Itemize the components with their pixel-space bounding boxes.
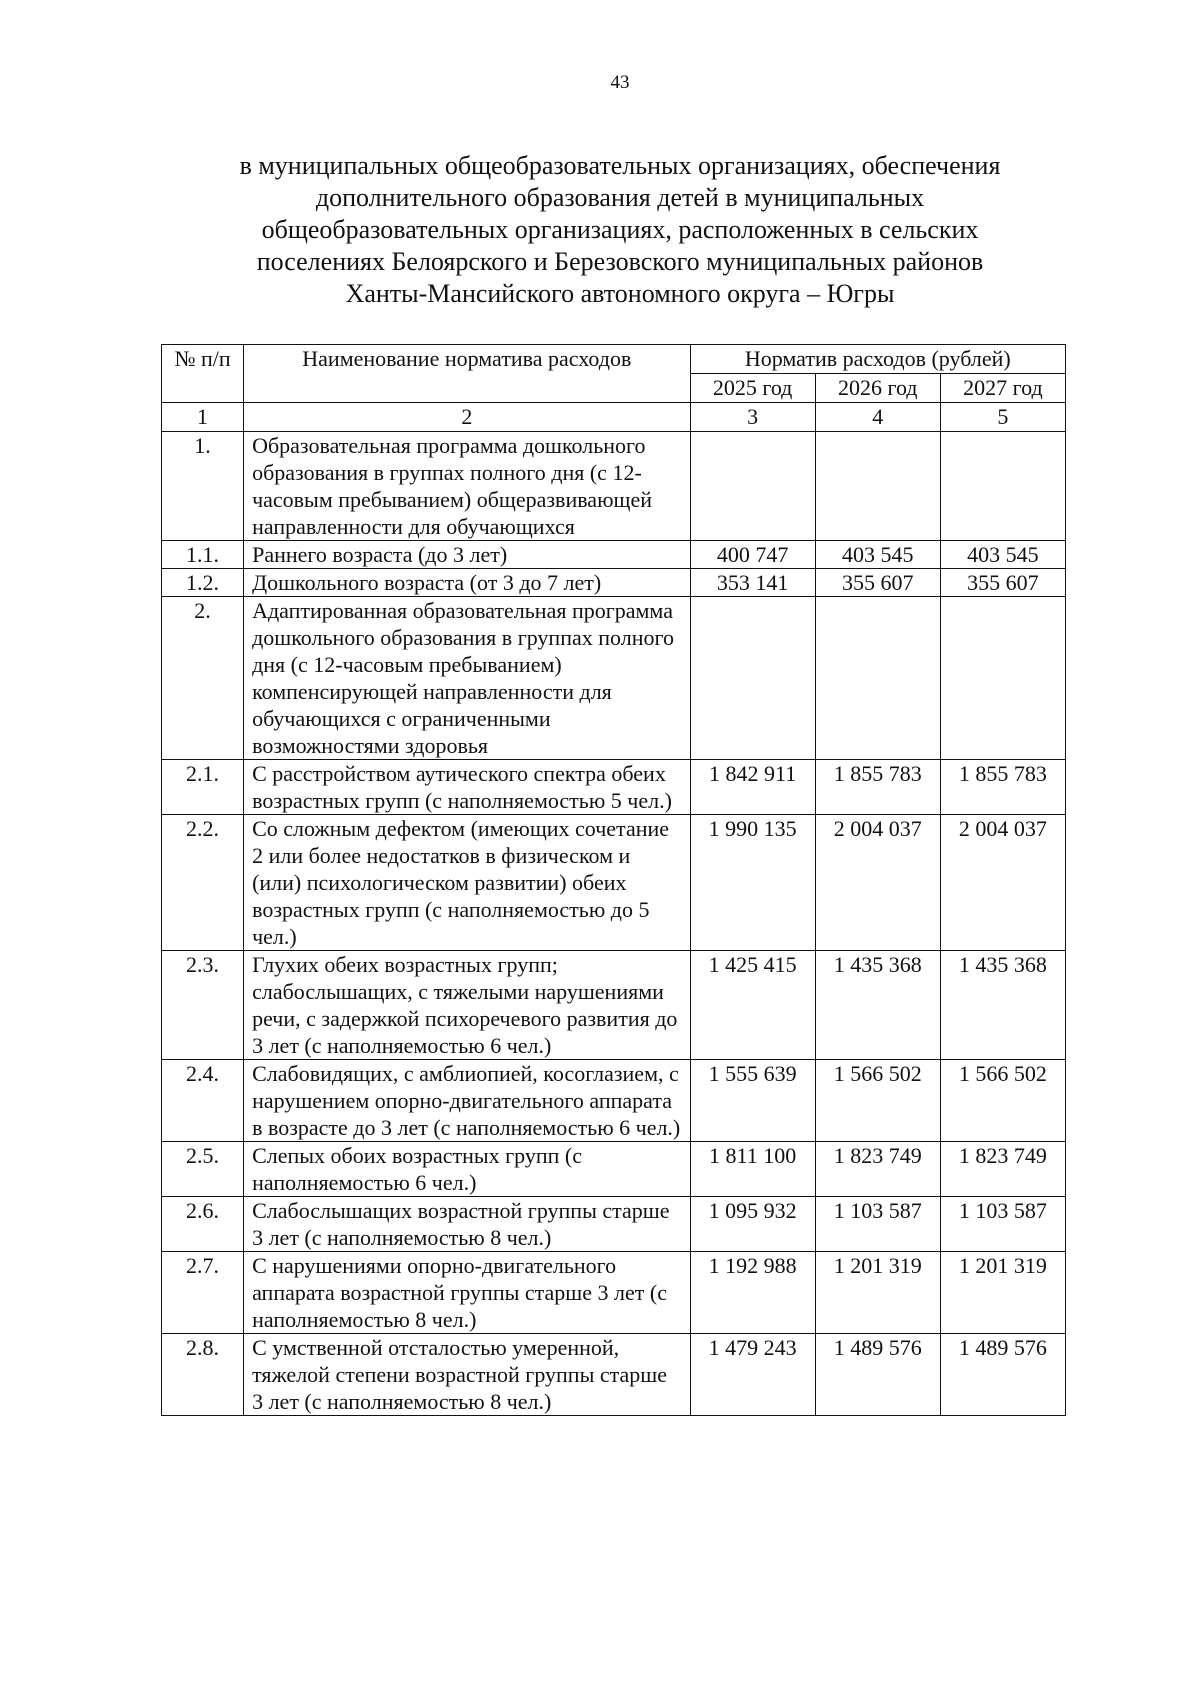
header-year: 2025 год — [690, 374, 815, 403]
row-value-2026 — [815, 1060, 940, 1142]
row-number: 1.2. — [162, 569, 244, 597]
row-number: 2.4. — [162, 1060, 244, 1142]
row-value-2026 — [815, 760, 940, 815]
column-index: 4 — [815, 403, 940, 432]
value-text: 1 823 749 — [958, 1143, 1047, 1168]
row-name: Раннего возраста (до 3 лет) — [244, 541, 690, 569]
column-index: 1 — [162, 403, 244, 432]
row-name: Слабослышащих возрастной группы старше 3 лет (с наполняемостью 8 чел.) — [244, 1197, 690, 1252]
table-row — [162, 1142, 1066, 1197]
value-text: 1 566 502 — [958, 1061, 1047, 1086]
row-value-2025 — [690, 541, 815, 569]
page-number: 43 — [610, 72, 630, 93]
row-number: 2.7. — [162, 1252, 244, 1334]
value-text: 1 479 243 — [708, 1335, 797, 1360]
column-index: 5 — [940, 403, 1065, 432]
value-text: 1 095 932 — [708, 1198, 797, 1223]
value-text: 1 103 587 — [833, 1198, 922, 1223]
document-heading — [160, 150, 1080, 310]
row-value-2027 — [940, 1142, 1065, 1197]
row-name: С умственной отсталостью умеренной, тяжелой степени возрастной группы старше 3 лет (с наполняемостью 8 чел.) — [244, 1334, 690, 1416]
value-text: 1 425 415 — [708, 952, 797, 977]
value-text: 1 990 135 — [708, 816, 797, 841]
row-value-2026 — [815, 569, 940, 597]
row-number: 2.8. — [162, 1334, 244, 1416]
column-index-row — [162, 403, 1066, 432]
row-number: 2.1. — [162, 760, 244, 815]
column-index: 2 — [244, 403, 690, 432]
row-value-2026 — [815, 815, 940, 951]
header-name: Наименование норматива расходов — [244, 345, 690, 403]
row-value-2026 — [815, 1142, 940, 1197]
row-value-2027 — [940, 569, 1065, 597]
row-name: Слабовидящих, с амблиопией, косоглазием, с нарушением опорно-двигательного аппарата в возрасте до 3 лет (с наполняемостью 6 чел.) — [244, 1060, 690, 1142]
table-row — [162, 1252, 1066, 1334]
row-value-2027 — [940, 1334, 1065, 1416]
value-text: 1 489 576 — [958, 1335, 1047, 1360]
row-number: 1.1. — [162, 541, 244, 569]
row-value-2027 — [940, 541, 1065, 569]
row-value-2027 — [940, 1060, 1065, 1142]
row-name: Образовательная программа дошкольного образования в группах полного дня (с 12-часовым пребыванием) общеразвивающей направленности для обучающихся — [244, 432, 690, 541]
row-name: С расстройством аутического спектра обеих возрастных групп (с наполняемостью 5 чел.) — [244, 760, 690, 815]
header-year: 2026 год — [815, 374, 940, 403]
row-value-2027 — [940, 432, 1065, 541]
row-value-2027 — [940, 597, 1065, 760]
value-text: 355 607 — [842, 570, 914, 595]
value-text: 2 004 037 — [833, 816, 922, 841]
heading-line: общеобразовательных организациях, расположенных в сельских — [261, 215, 979, 244]
row-name: Дошкольного возраста (от 3 до 7 лет) — [244, 569, 690, 597]
value-text: 403 545 — [842, 542, 914, 567]
row-value-2026 — [815, 432, 940, 541]
row-number: 2.5. — [162, 1142, 244, 1197]
row-value-2025 — [690, 760, 815, 815]
row-value-2026 — [815, 541, 940, 569]
table-row — [162, 432, 1066, 541]
value-text: 1 435 368 — [833, 952, 922, 977]
value-text: 1 855 783 — [958, 761, 1047, 786]
row-number: 1. — [162, 432, 244, 541]
value-text: 1 566 502 — [833, 1061, 922, 1086]
table-row — [162, 1060, 1066, 1142]
heading-line: поселениях Белоярского и Березовского муниципальных районов — [256, 247, 984, 276]
row-name: Со сложным дефектом (имеющих сочетание 2 или более недостатков в физическом и (или) психологическом развитии) обеих возрастных групп (с наполняемостью до 5 чел.) — [244, 815, 690, 951]
row-value-2026 — [815, 1252, 940, 1334]
value-text: 1 192 988 — [708, 1253, 797, 1278]
table-row — [162, 760, 1066, 815]
row-value-2026 — [815, 597, 940, 760]
table-row — [162, 597, 1066, 760]
row-value-2025 — [690, 569, 815, 597]
row-value-2025 — [690, 1060, 815, 1142]
value-text: 1 555 639 — [708, 1061, 797, 1086]
value-text: 1 201 319 — [833, 1253, 922, 1278]
table-body — [162, 432, 1066, 1416]
table-row — [162, 815, 1066, 951]
value-text: 1 842 911 — [709, 761, 797, 786]
table-header-row — [162, 345, 1066, 374]
row-value-2025 — [690, 1334, 815, 1416]
row-value-2027 — [940, 760, 1065, 815]
row-name: Слепых обоих возрастных групп (с наполняемостью 6 чел.) — [244, 1142, 690, 1197]
header-year: 2027 год — [940, 374, 1065, 403]
row-value-2025 — [690, 815, 815, 951]
value-text: 1 823 749 — [833, 1143, 922, 1168]
row-number: 2.6. — [162, 1197, 244, 1252]
row-value-2026 — [815, 951, 940, 1060]
heading-line: дополнительного образования детей в муниципальных — [315, 183, 925, 212]
table-row — [162, 541, 1066, 569]
value-text: 1 811 100 — [709, 1143, 797, 1168]
header-norm-group: Норматив расходов (рублей) — [690, 345, 1065, 374]
row-name: Адаптированная образовательная программа дошкольного образования в группах полного дня (с 12-часовым пребыванием) компенсирующей направленности для обучающихся с ограниченными возможностями здоровья — [244, 597, 690, 760]
row-value-2025 — [690, 951, 815, 1060]
value-text: 1 435 368 — [958, 952, 1047, 977]
value-text: 1 489 576 — [833, 1335, 922, 1360]
table-row — [162, 951, 1066, 1060]
value-text: 400 747 — [716, 542, 789, 567]
row-name: С нарушениями опорно-двигательного аппарата возрастной группы старше 3 лет (с наполняемостью 8 чел.) — [244, 1252, 690, 1334]
value-text: 1 855 783 — [833, 761, 922, 786]
value-text: 403 545 — [967, 542, 1039, 567]
row-value-2027 — [940, 1197, 1065, 1252]
row-number: 2. — [162, 597, 244, 760]
value-text: 355 607 — [967, 570, 1039, 595]
value-text: 1 103 587 — [958, 1198, 1047, 1223]
value-text: 353 141 — [716, 570, 789, 595]
heading-line: Ханты-Мансийского автономного округа – Югры — [345, 279, 895, 308]
table-row — [162, 1334, 1066, 1416]
row-value-2026 — [815, 1334, 940, 1416]
row-number: 2.3. — [162, 951, 244, 1060]
row-number: 2.2. — [162, 815, 244, 951]
row-value-2025 — [690, 1252, 815, 1334]
row-value-2025 — [690, 597, 815, 760]
value-text: 1 201 319 — [958, 1253, 1047, 1278]
header-num: № п/п — [162, 345, 244, 403]
row-value-2025 — [690, 432, 815, 541]
heading-line: в муниципальных общеобразовательных организациях, обеспечения — [239, 151, 1001, 180]
column-index: 3 — [690, 403, 815, 432]
expense-norms-table — [161, 344, 1066, 1416]
table-row — [162, 1197, 1066, 1252]
row-value-2025 — [690, 1142, 815, 1197]
table-row — [162, 569, 1066, 597]
row-value-2027 — [940, 951, 1065, 1060]
row-value-2027 — [940, 815, 1065, 951]
row-value-2025 — [690, 1197, 815, 1252]
row-value-2026 — [815, 1197, 940, 1252]
row-name: Глухих обеих возрастных групп; слабослышащих, с тяжелыми нарушениями речи, с задержкой психоречевого развития до 3 лет (с наполняемостью 6 чел.) — [244, 951, 690, 1060]
row-value-2027 — [940, 1252, 1065, 1334]
value-text: 2 004 037 — [958, 816, 1047, 841]
